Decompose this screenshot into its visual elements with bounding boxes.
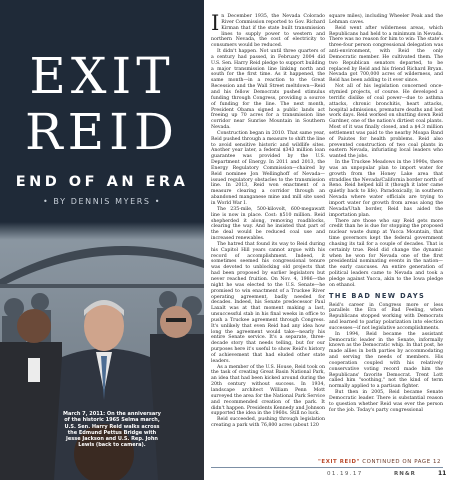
continued-title: "EXIT REID" (318, 459, 360, 465)
issue-date: 01.19.17 (327, 471, 363, 477)
continued-text: CONTINUED ON PAGE 12 (362, 459, 442, 465)
article-paragraph: Reid succeeded, pushing through legislation creating a park with 76,800 acres (about 120 (211, 417, 325, 429)
article-paragraph: In the Truckee Meadows in the 1990s, there was an unpopular plan to import water for growth from the Honey Lake area that straddles the Nevada/California border north of Reno. Reid helped kill it (though it later came quietly back to life). Paradoxically, in southern Nevada where water officials are trying to import water for growth from areas along the Nevada/Utah border, Reid has aided the importation plan. (329, 160, 443, 218)
article-paragraph: The 235-mile, 500-kilovolt, 600-megawatt line is now in place. Cost: $510 million. Reid shepherded it along, removing roadblocks, clearing the way. And he insisted that part of the deal would be reduced coal use and increased renewables. (211, 206, 325, 242)
article-paragraph: It didn't happen. Not until three quarters of a century had passed, in February 2004 did U.S. Sen. Harry Reid pledge to support building a major transmission line linking north and south for the first time. As it happened, the same month—in a reaction to the Great Recession and the Wall Street meltdown—Reid and his fellow Democrats pushed stimulus funding through Congress, providing a source of funding for the line. The next month, President Obama signed a public lands act freeing up 70 acres for a transmission line corridor near Sunrise Mountain in Southern Nevada. (211, 49, 325, 131)
article-paragraph: There are those who say Reid gets more credit than he is due for stopping the proposed nuclear waste dump at Yucca Mountain, that time governors kept the federal government chasing its tail for a couple of decades. That is certainly true. Reid did change the dynamic when he won for Nevada one of the first presidential nominating events in the nation—the early caucuses. An entire generation of political leaders came to Nevada and took a pledge against Yucca, akin to the Iowa pledge on ethanol. (329, 218, 443, 288)
byline: • BY DENNIS MYERS • (42, 197, 162, 206)
article-paragraph: Reid's career in Congress more or less parallels the Era of Bad Feeling, when Republicans stopped working with Democrats and learned to parlay polarization into election successes—if not legislative accomplishments. (329, 302, 443, 331)
article-paragraph: In December 1935, the Nevada Colorado River Commission reported to Gov. Richard Kirman that if the state built transmission lines to supply power to western and northern Nevada, the cost of electricity to consumers would be reduced. (211, 11, 325, 49)
photo-caption: March 7, 2011: On the anniversary of the historic 1965 Selma march, U.S. Sen. Harry Reid walks across the Edmund Pettus Bridge with Jesse Jackson and U.S. Rep. John Lewis (back to camera). (63, 411, 161, 449)
footer-rule (211, 467, 443, 468)
page-number: 11 (438, 470, 447, 477)
magazine-name: RN&R (394, 471, 416, 477)
article-paragraph: The hatred that found its way to Reid during his Capitol Hill years cannot argue with his record of accomplishment. Indeed, it sometimes seemed his congressional tenure was devoted to unblocking old projects that had been proposed by earlier legislators but never reached fruition. On Nov. 4, 1986—the night he was elected to the U.S. Senate—he promised to win enactment of a Truckee River operating agreement, badly needed for decades. Indeed, his Senate predecessor Paul Laxalt was at that moment making a last, unsuccessful stab in his final weeks in office to push a Truckee agreement through Congress. It's unlikely that even Reid had any idea how long the agreement would take—nearly his entire Senate service. It's a separate, three-decade story that needs telling, but for our purposes here it's useful to show Reid's history of achievement that had eluded other state leaders. (211, 241, 325, 364)
continued-note (318, 459, 441, 465)
headline-line-2: REID (25, 103, 179, 161)
subtitle: END OF AN ERA (15, 174, 189, 190)
headline-line-1: EXIT (29, 47, 175, 105)
article-paragraph: square miles), including Wheeler Peak and the Lehman caves. (329, 14, 443, 25)
section-subhead: THE BAD NEW DAYS (329, 291, 426, 300)
article-paragraph: As a member of the U.S. House, Reid took on the task of creating Great Basin National Park, an idea that had been kicked around during the 20th century without success. In 1934, landscape architect William Penn Mott surveyed the area for the National Park Service and recommended creation of the park. It didn't happen. Presidents Kennedy and Johnson supported the idea in the 1960s. Still no luck. (211, 364, 325, 417)
article-column-1 (211, 11, 325, 429)
hero-panel (0, 0, 204, 480)
headline (0, 48, 204, 160)
drop-cap: I (211, 11, 220, 35)
article-paragraph: In 1994, Reid became the assistant Democratic leader in the Senate, informally known as the Democratic whip. In that post, he made allies in both parties by accommodating and serving the needs of members. His cooperation coupled with his relatively conservative voting record made him the Republicans' favorite Democrat. Trent Lott called him "soothing," not the kind of term normally applied to a partisan fighter. (329, 331, 443, 390)
article-paragraph: Not all of his legislation concerned once-stymied projects, of course. He developed a terrific dislike of coal power—due to asthma attacks, chronic bronchitis, heart attacks, hospital admissions, premature deaths and lost work days. Reid worked on shutting down Reid Gardner, one of the nation's dirtiest coal plants. Most of it was finally closed, and a $4.3 million settlement was paid to the nearby Moapa Band of Paiutes for health problems. Reid also prevented construction of two coal plants in eastern Nevada, infuriating local leaders who wanted the jobs. (329, 84, 443, 160)
article-body (211, 11, 443, 461)
article-column-2 (329, 14, 443, 414)
article-paragraph: Reid went after wilderness areas, which Republicans had held to a minimum in Nevada. There was no reason for him to win: The state's three-four person congressional delegation was anti-environment, with Reid the only Democratic member. He cultivated them. The two Republican senators departed, to be replaced by Reid and his friend Richard Bryan. Nevada got 700,000 acres of wilderness, and Reid has been adding to it ever since. (329, 25, 443, 84)
article-paragraph: But then in 2005, Reid became Senate Democratic leader. There is substantial reason to question whether Reid was ever the person for the job. Today's party congressional (329, 390, 443, 413)
article-paragraph: Construction began in 2010. That same year, Reid pushed through a measure to shift the line to avoid sensitive historic and wildlife sites. Another year later, a federal $343 million loan guarantee was provided by the U.S. Department of Energy. In 2011 and 2013, the Energy Regulatory Commission—chaired by Reid nominee Jon Wellinghoff of Nevada—issued regulatory obstacles to the transmission line. In 2013, Reid won enactment of a measure clearing a corridor through an abandoned manganese mine and mill site used in World War I. (211, 130, 325, 206)
